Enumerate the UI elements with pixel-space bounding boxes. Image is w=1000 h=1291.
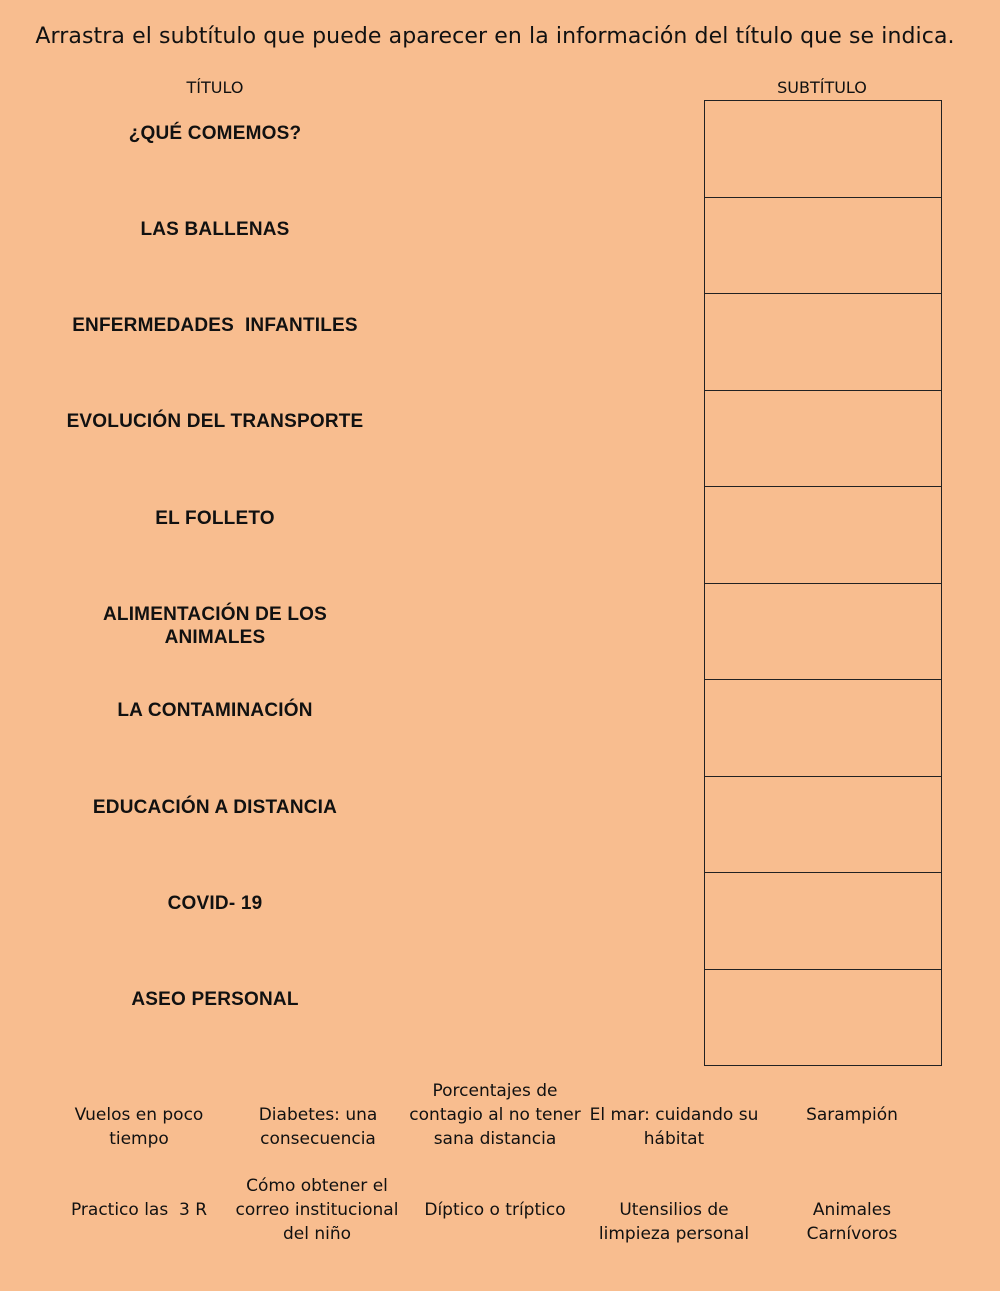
subtitle-column-header: SUBTÍTULO: [777, 78, 867, 97]
option-vuelos-en-poco-tiempo[interactable]: Vuelos en poco tiempo: [74, 1105, 204, 1149]
instruction-text: Arrastra el subtítulo que puede aparecer en la información del título que se indica.: [35, 24, 955, 49]
drop-box-evolucion-del-transporte[interactable]: [705, 391, 941, 488]
drop-box-enfermedades-infantiles[interactable]: [705, 294, 941, 391]
option-como-obtener-el-correo[interactable]: Cómo obtener el correo institucional del niño: [235, 1176, 399, 1244]
drop-box-el-folleto[interactable]: [705, 487, 941, 584]
drop-box-educacion-a-distancia[interactable]: [705, 777, 941, 874]
title-que-comemos: ¿QUÉ COMEMOS?: [128, 123, 302, 144]
drop-box-las-ballenas[interactable]: [705, 198, 941, 295]
option-practico-las-3-r[interactable]: Practico las 3 R: [70, 1200, 208, 1220]
title-educacion-a-distancia: EDUCACIÓN A DISTANCIA: [92, 797, 338, 818]
title-el-folleto: EL FOLLETO: [155, 508, 275, 529]
title-enfermedades-infantiles: ENFERMEDADES INFANTILES: [72, 315, 358, 336]
title-aseo-personal: ASEO PERSONAL: [131, 989, 299, 1010]
title-column-header: TÍTULO: [186, 78, 244, 97]
drop-box-covid-19[interactable]: [705, 873, 941, 970]
option-animales-carnivoros[interactable]: Animales Carnívoros: [806, 1200, 898, 1244]
drop-box-que-comemos[interactable]: [705, 101, 941, 198]
title-la-contaminacion: LA CONTAMINACIÓN: [117, 700, 313, 721]
drop-box-aseo-personal[interactable]: [705, 970, 941, 1067]
subtitle-drop-column: [704, 100, 942, 1066]
title-evolucion-del-transporte: EVOLUCIÓN DEL TRANSPORTE: [66, 411, 364, 432]
option-diabetes-una-consecuencia[interactable]: Diabetes: una consecuencia: [258, 1105, 378, 1149]
title-covid-19: COVID- 19: [167, 893, 263, 914]
option-el-mar-cuidando-su-habitat[interactable]: El mar: cuidando su hábitat: [589, 1105, 759, 1149]
option-utensilios-de-limpieza[interactable]: Utensilios de limpieza personal: [598, 1200, 750, 1244]
option-sarampion[interactable]: Sarampión: [806, 1105, 898, 1125]
option-porcentajes-de-contagio[interactable]: Porcentajes de contagio al no tener sana distancia: [409, 1081, 581, 1149]
drop-box-alimentacion-de-los-animales[interactable]: [705, 584, 941, 681]
option-diptico-o-triptico[interactable]: Díptico o tríptico: [424, 1200, 566, 1220]
drop-box-la-contaminacion[interactable]: [705, 680, 941, 777]
title-alimentacion-de-los-animales: ALIMENTACIÓN DE LOS ANIMALES: [102, 604, 328, 648]
title-las-ballenas: LAS BALLENAS: [140, 219, 290, 240]
